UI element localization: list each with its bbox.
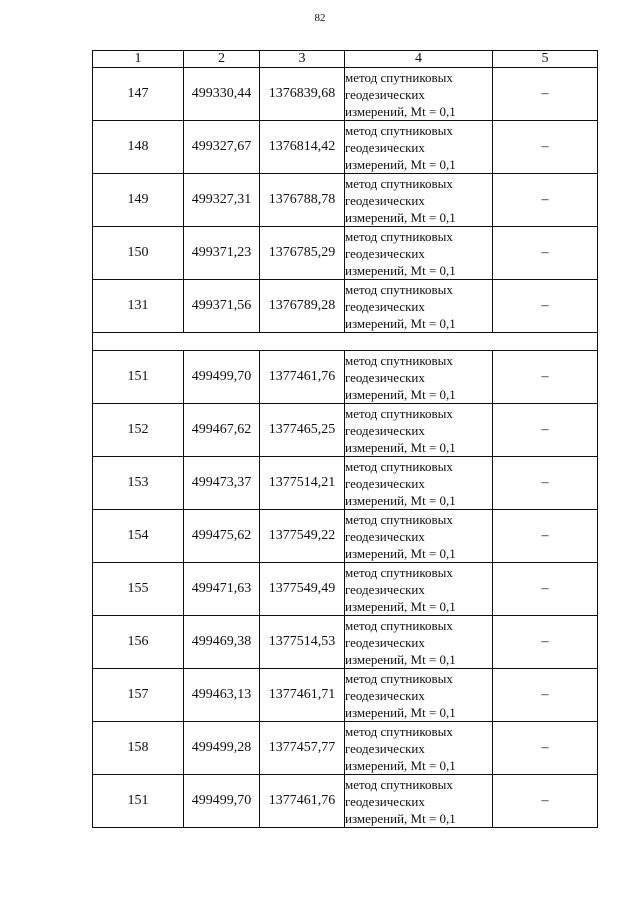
note-cell: – (493, 722, 598, 775)
method-line: измерений, Mt = 0,1 (345, 262, 456, 278)
point-number-cell: 148 (93, 121, 184, 174)
method-line: геодезических (345, 369, 425, 385)
note-cell: – (493, 563, 598, 616)
table-row (93, 616, 598, 669)
method-line: измерений, Mt = 0,1 (345, 545, 456, 561)
method-cell (345, 351, 493, 404)
y-coordinate-cell: 1377549,22 (260, 510, 345, 563)
note-cell: – (493, 174, 598, 227)
method-line: измерений, Mt = 0,1 (345, 757, 456, 773)
x-coordinate-cell: 499473,37 (184, 457, 260, 510)
note-cell: – (493, 775, 598, 828)
method-line: геодезических (345, 139, 425, 155)
method-line: метод спутниковых (345, 511, 453, 527)
x-coordinate-cell: 499371,23 (184, 227, 260, 280)
method-line: геодезических (345, 422, 425, 438)
method-line: измерений, Mt = 0,1 (345, 598, 456, 614)
method-line: измерений, Mt = 0,1 (345, 315, 456, 331)
method-line: метод спутниковых (345, 281, 453, 297)
method-cell (345, 174, 493, 227)
note-cell: – (493, 457, 598, 510)
point-number-cell: 151 (93, 775, 184, 828)
point-number-cell: 150 (93, 227, 184, 280)
table-row (93, 563, 598, 616)
x-coordinate-cell: 499475,62 (184, 510, 260, 563)
method-line: измерений, Mt = 0,1 (345, 439, 456, 455)
table-row (93, 68, 598, 121)
y-coordinate-cell: 1377461,76 (260, 351, 345, 404)
table-row (93, 775, 598, 828)
method-line: измерений, Mt = 0,1 (345, 103, 456, 119)
method-line: измерений, Mt = 0,1 (345, 810, 456, 826)
method-cell (345, 510, 493, 563)
column-header: 1 (93, 51, 184, 68)
x-coordinate-cell: 499327,31 (184, 174, 260, 227)
x-coordinate-cell: 499371,56 (184, 280, 260, 333)
note-cell: – (493, 404, 598, 457)
column-header: 4 (345, 51, 493, 68)
table-header-row (93, 51, 598, 68)
note-cell: – (493, 510, 598, 563)
point-number-cell: 155 (93, 563, 184, 616)
point-number-cell: 158 (93, 722, 184, 775)
y-coordinate-cell: 1377457,77 (260, 722, 345, 775)
method-line: метод спутниковых (345, 352, 453, 368)
table-row (93, 669, 598, 722)
method-cell (345, 457, 493, 510)
method-line: геодезических (345, 581, 425, 597)
method-cell (345, 722, 493, 775)
note-cell: – (493, 68, 598, 121)
table-row (93, 457, 598, 510)
method-line: геодезических (345, 793, 425, 809)
method-line: метод спутниковых (345, 458, 453, 474)
separator-cell (93, 333, 598, 351)
method-cell (345, 616, 493, 669)
method-line: геодезических (345, 528, 425, 544)
x-coordinate-cell: 499463,13 (184, 669, 260, 722)
method-line: метод спутниковых (345, 564, 453, 580)
method-cell (345, 68, 493, 121)
method-line: геодезических (345, 192, 425, 208)
y-coordinate-cell: 1377514,53 (260, 616, 345, 669)
method-line: метод спутниковых (345, 69, 453, 85)
point-number-cell: 149 (93, 174, 184, 227)
x-coordinate-cell: 499499,28 (184, 722, 260, 775)
method-cell (345, 669, 493, 722)
method-line: метод спутниковых (345, 776, 453, 792)
table-row (93, 280, 598, 333)
coordinates-table (92, 50, 598, 828)
point-number-cell: 156 (93, 616, 184, 669)
x-coordinate-cell: 499499,70 (184, 775, 260, 828)
table-row (93, 121, 598, 174)
y-coordinate-cell: 1376788,78 (260, 174, 345, 227)
method-line: геодезических (345, 634, 425, 650)
method-cell (345, 280, 493, 333)
note-cell: – (493, 351, 598, 404)
y-coordinate-cell: 1377549,49 (260, 563, 345, 616)
method-line: измерений, Mt = 0,1 (345, 156, 456, 172)
method-line: измерений, Mt = 0,1 (345, 651, 456, 667)
x-coordinate-cell: 499330,44 (184, 68, 260, 121)
method-line: метод спутниковых (345, 617, 453, 633)
method-line: измерений, Mt = 0,1 (345, 386, 456, 402)
table-row (93, 404, 598, 457)
method-line: метод спутниковых (345, 175, 453, 191)
method-cell (345, 404, 493, 457)
column-header: 3 (260, 51, 345, 68)
method-cell (345, 775, 493, 828)
column-header: 5 (493, 51, 598, 68)
method-cell (345, 121, 493, 174)
point-number-cell: 157 (93, 669, 184, 722)
y-coordinate-cell: 1376839,68 (260, 68, 345, 121)
page-number: 82 (314, 12, 326, 24)
method-line: геодезических (345, 86, 425, 102)
point-number-cell: 151 (93, 351, 184, 404)
method-line: геодезических (345, 245, 425, 261)
point-number-cell: 153 (93, 457, 184, 510)
point-number-cell: 152 (93, 404, 184, 457)
method-line: измерений, Mt = 0,1 (345, 492, 456, 508)
method-line: метод спутниковых (345, 122, 453, 138)
note-cell: – (493, 227, 598, 280)
y-coordinate-cell: 1377514,21 (260, 457, 345, 510)
y-coordinate-cell: 1377461,71 (260, 669, 345, 722)
y-coordinate-cell: 1376814,42 (260, 121, 345, 174)
method-line: метод спутниковых (345, 723, 453, 739)
method-line: метод спутниковых (345, 228, 453, 244)
method-line: геодезических (345, 740, 425, 756)
method-cell (345, 563, 493, 616)
note-cell: – (493, 121, 598, 174)
method-line: измерений, Mt = 0,1 (345, 704, 456, 720)
point-number-cell: 131 (93, 280, 184, 333)
note-cell: – (493, 616, 598, 669)
table-body (93, 68, 598, 828)
note-cell: – (493, 280, 598, 333)
method-line: метод спутниковых (345, 670, 453, 686)
method-line: измерений, Mt = 0,1 (345, 209, 456, 225)
x-coordinate-cell: 499469,38 (184, 616, 260, 669)
x-coordinate-cell: 499499,70 (184, 351, 260, 404)
point-number-cell: 154 (93, 510, 184, 563)
table-row (93, 722, 598, 775)
y-coordinate-cell: 1376789,28 (260, 280, 345, 333)
method-line: геодезических (345, 475, 425, 491)
table-row (93, 174, 598, 227)
method-line: метод спутниковых (345, 405, 453, 421)
x-coordinate-cell: 499327,67 (184, 121, 260, 174)
method-cell (345, 227, 493, 280)
x-coordinate-cell: 499467,62 (184, 404, 260, 457)
y-coordinate-cell: 1376785,29 (260, 227, 345, 280)
x-coordinate-cell: 499471,63 (184, 563, 260, 616)
column-header: 2 (184, 51, 260, 68)
method-line: геодезических (345, 687, 425, 703)
table-row (93, 227, 598, 280)
y-coordinate-cell: 1377465,25 (260, 404, 345, 457)
table-row (93, 351, 598, 404)
table-row (93, 510, 598, 563)
method-line: геодезических (345, 298, 425, 314)
point-number-cell: 147 (93, 68, 184, 121)
note-cell: – (493, 669, 598, 722)
separator-row (93, 333, 598, 351)
y-coordinate-cell: 1377461,76 (260, 775, 345, 828)
